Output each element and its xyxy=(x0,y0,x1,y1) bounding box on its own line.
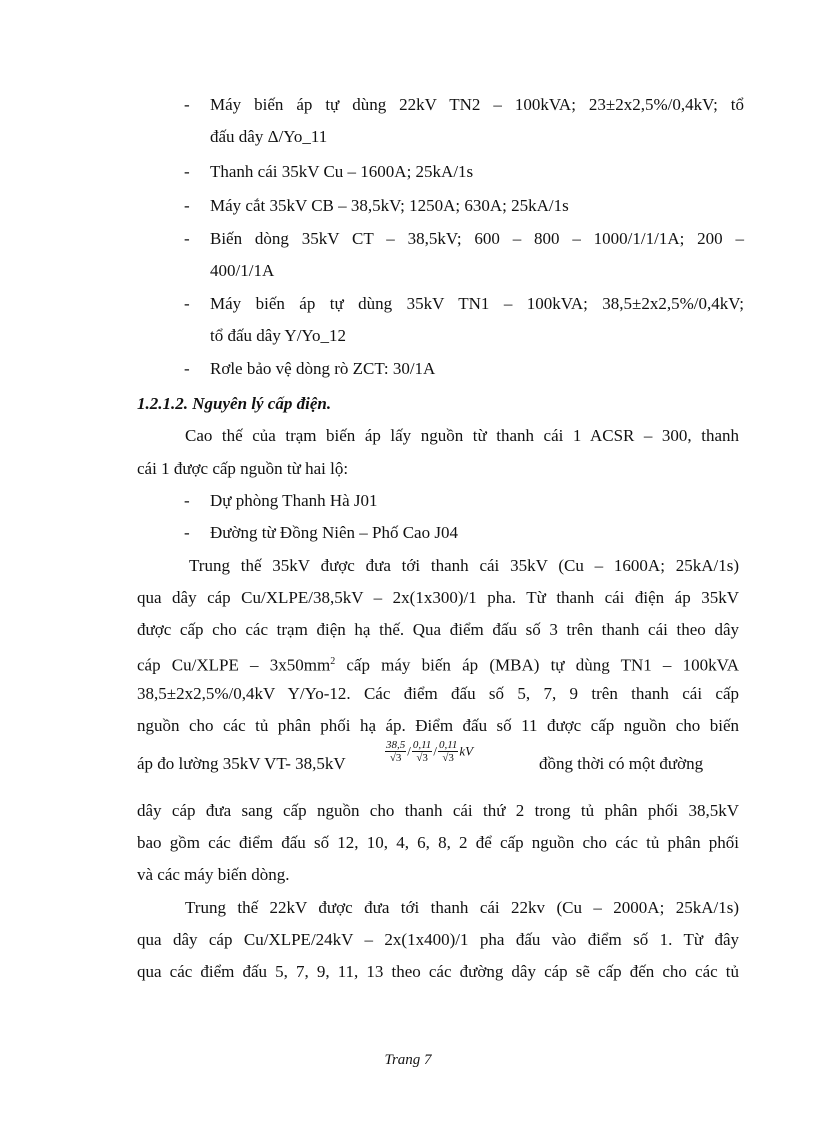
paragraph-line: đồng thời có một đường xyxy=(539,754,704,773)
list-item-line: đấu dây Δ/Yo_11 xyxy=(210,127,328,146)
paragraph-line: và các máy biến dòng. xyxy=(137,865,290,884)
paragraph-line: được cấp cho các trạm điện hạ thế. Qua điểm đấu số 3 trên thanh cái theo dây xyxy=(137,620,739,639)
paragraph-line: nguồn cho các tủ phân phối hạ áp. Điểm đấu số 11 được cấp nguồn cho biến xyxy=(137,716,739,735)
list-item-line: Thanh cái 35kV Cu – 1600A; 25kA/1s xyxy=(210,162,474,181)
list-item-line: Máy biến áp tự dùng 35kV TN1 – 100kVA; 38,5±2x2,5%/0,4kV; xyxy=(210,294,744,313)
paragraph-line: cáp Cu/XLPE – $3x50mm^2$ cấp máy biến áp (MBA) tự dùng TN1 – 100kVA xyxy=(137,655,739,675)
paragraph-line: Trung thế 35kV được đưa tới thanh cái 35kV (Cu – 1600A; 25kA/1s) xyxy=(189,556,739,575)
list-item-line: Dự phòng Thanh Hà J01 xyxy=(210,491,378,510)
list-item-line: tổ đấu dây Y/Yo_12 xyxy=(210,326,347,345)
paragraph-line: qua dây cáp Cu/XLPE/38,5kV – 2x(1x300)/1 pha. Từ thanh cái điện áp 35kV xyxy=(137,588,739,607)
list-item-line: 400/1/1A xyxy=(210,261,275,280)
list-item: - Rơle bảo vệ dòng rò ZCT: 30/1A xyxy=(184,353,744,385)
list-item-line: Rơle bảo vệ dòng rò ZCT: 30/1A xyxy=(210,359,436,378)
list-item-line: Máy cắt 35kV CB – 38,5kV; 1250A; 630A; 25kA/1s xyxy=(210,196,569,215)
list-item: - Biến dòng 35kV CT – 38,5kV; 600 – 800 – 1000/1/1/1A; 200 – 400/1/1A xyxy=(184,223,744,287)
list-item: - Máy cắt 35kV CB – 38,5kV; 1250A; 630A; 25kA/1s xyxy=(184,190,744,222)
paragraph-line: dây cáp đưa sang cấp nguồn cho thanh cái thứ 2 trong tủ phân phối 38,5kV xyxy=(137,801,739,820)
paragraph-line: cái 1 được cấp nguồn từ hai lộ: xyxy=(137,459,349,478)
paragraph-line: Trung thế 22kV được đưa tới thanh cái 22kv (Cu – 2000A; 25kA/1s) xyxy=(185,898,739,917)
voltage-ratio-formula: $\frac{38,5}{√3}$ / $\frac{0,11}{√3}$ / $\frac{0,11}{√3}$ kV xyxy=(386,739,474,764)
list-item-line: Đường từ Đồng Niên – Phố Cao J04 xyxy=(210,523,458,542)
fraction: $\frac{0,11}{√3}$ xyxy=(438,739,458,764)
paragraph-line: qua dây cáp Cu/XLPE/24kV – 2x(1x400)/1 pha đấu vào điểm số 1. Từ đây xyxy=(137,930,739,949)
fraction: $\frac{38,5}{√3}$ xyxy=(386,739,406,764)
list-item: - Đường từ Đồng Niên – Phố Cao J04 xyxy=(184,517,744,549)
list-item: - Máy biến áp tự dùng 35kV TN1 – 100kVA; 38,5±2x2,5%/0,4kV; tổ đấu dây Y/Yo_12 xyxy=(184,288,744,352)
paragraph-line: áp đo lường 35kV VT- 38,5kV xyxy=(137,754,346,773)
paragraph-line: 38,5±2x2,5%/0,4kV Y/Yo-12. Các điểm đấu số 5, 7, 9 trên thanh cái cấp xyxy=(137,684,739,703)
page-number: Trang 7 xyxy=(384,1052,432,1068)
section-heading: 1.2.1.2. Nguyên lý cấp điện. xyxy=(137,394,332,413)
paragraph-line: bao gồm các điểm đấu số 12, 10, 4, 6, 8, 2 để cấp nguồn cho các tủ phân phối xyxy=(137,833,739,852)
list-item: - Máy biến áp tự dùng 22kV TN2 – 100kVA; 23±2x2,5%/0,4kV; tổ đấu dây Δ/Yo_11 xyxy=(184,89,744,153)
list-item-line: Biến dòng 35kV CT – 38,5kV; 600 – 800 – 1000/1/1/1A; 200 – xyxy=(210,229,744,248)
paragraph-line: Cao thế của trạm biến áp lấy nguồn từ thanh cái 1 ACSR – 300, thanh xyxy=(185,426,739,445)
paragraph-line: qua các điểm đấu 5, 7, 9, 11, 13 theo các đường dây cáp sẽ cấp đến cho các tủ xyxy=(137,962,739,981)
list-item: - Thanh cái 35kV Cu – 1600A; 25kA/1s xyxy=(184,156,744,188)
fraction: $\frac{0,11}{√3}$ xyxy=(412,739,432,764)
list-item-line: Máy biến áp tự dùng 22kV TN2 – 100kVA; 23±2x2,5%/0,4kV; tổ xyxy=(210,95,744,114)
superscript: 2 xyxy=(330,656,336,667)
list-item: - Dự phòng Thanh Hà J01 xyxy=(184,485,744,517)
